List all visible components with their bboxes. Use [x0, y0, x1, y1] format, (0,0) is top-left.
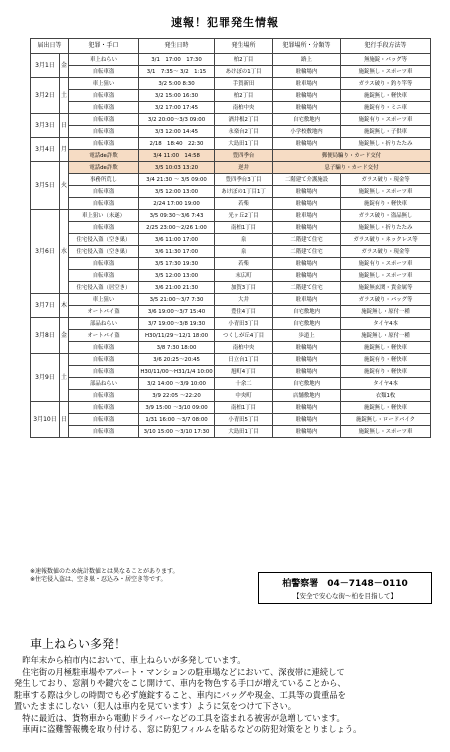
place-category: 自宅敷地内 [273, 318, 341, 330]
article-line: 住宅街の月極駐車場やアパート・マンションの駐車場などにおいて、深夜帯に連続して [14, 666, 345, 677]
table-row [31, 162, 431, 174]
place-category: 小学校敷地内 [273, 126, 341, 138]
location: 大島田1丁目 [215, 138, 273, 150]
report-weekday: 日 [60, 114, 69, 138]
table-row [31, 342, 431, 354]
location: 小青田3丁目 [215, 318, 273, 330]
report-date: 3月3日 [31, 114, 60, 138]
crime-type: 自転車盗 [69, 390, 139, 402]
police-contact: 柏警察署 04－7148－0110 [282, 579, 408, 589]
method: ガラス破り・現金等 [341, 174, 431, 186]
crime-type: 自転車盗 [69, 402, 139, 414]
occurrence-time: 3/4 11:00 14:58 [139, 150, 215, 162]
location: 中央町 [215, 390, 273, 402]
location: 豊住4丁目 [215, 306, 273, 318]
method: 施錠有り・スポーツ車 [341, 258, 431, 270]
method: 施錠無し・折りたたみ [341, 138, 431, 150]
table-row [31, 174, 431, 186]
place-category: 駐車場内 [273, 78, 341, 90]
table-row [31, 330, 431, 342]
table-row [31, 234, 431, 246]
report-weekday: 火 [60, 162, 69, 210]
occurrence-time: 3/10 15:00 ～3/10 17:30 [139, 426, 215, 438]
place-category: 自宅敷地内 [273, 378, 341, 390]
occurrence-time: 3/6 11:00 17:00 [139, 234, 215, 246]
occurrence-time: 3/9 15:00 ～3/10 09:00 [139, 402, 215, 414]
location: 豊四季台 [215, 150, 273, 162]
article-line: 駐車する際は少しの時間でも必ず施錠すること、車内にバッグや現金、工具等の貴重品を [14, 689, 346, 700]
crime-type: 住宅侵入盗（居空き） [69, 282, 139, 294]
occurrence-time: 3/6 20:25～20:45 [139, 354, 215, 366]
table-row [31, 258, 431, 270]
place-category: 郵便局騙り・カード交付 [273, 150, 431, 162]
article-line: 車両に盗難警報機を取り付ける、窓に防犯フィルムを貼るなどの防犯対策をとりましょう。 [14, 724, 362, 734]
place-category: 駐輪場内 [273, 138, 341, 150]
report-date: 3月10日 [31, 402, 60, 438]
report-weekday: 土 [60, 78, 69, 114]
place-category: 駐輪場内 [273, 270, 341, 282]
crime-type: 車上ねらい [69, 54, 139, 66]
crime-type: 自転車盗 [69, 258, 139, 270]
method: 施錠無し・軽快車 [341, 90, 431, 102]
table-header: 犯罪・手口 [69, 39, 139, 54]
crime-type: 自転車盗 [69, 138, 139, 150]
article-title: 車上ねらい多発！ [30, 637, 127, 651]
article-line: 発生しており、窓割りや鍵穴をこじ開けて、車内を物色する手口が増えていることから、 [14, 678, 346, 688]
location: 手賀新田 [215, 78, 273, 90]
place-category: 二階建て住宅 [273, 234, 341, 246]
place-category: 駐輪場内 [273, 402, 341, 414]
place-category: 駐輪場内 [273, 354, 341, 366]
place-category: 駐輪場内 [273, 186, 341, 198]
occurrence-time: 3/5 12:00 13:00 [139, 270, 215, 282]
method: 施錠有り・軽快車 [341, 366, 431, 378]
place-category: 路上 [273, 54, 341, 66]
method: タイヤ4本 [341, 378, 431, 390]
place-category: 自宅敷地内 [273, 306, 341, 318]
occurrence-time: 3/5 17:30 19:30 [139, 258, 215, 270]
location: 柏2丁目 [215, 54, 273, 66]
occurrence-time: 3/4 21:30 ～ 3/5 09:00 [139, 174, 215, 186]
occurrence-time: 3/6 11:30 17:00 [139, 246, 215, 258]
method: 施錠無し・原付一種 [341, 306, 431, 318]
place-category: 駐輪場内 [273, 426, 341, 438]
report-date: 3月8日 [31, 318, 60, 354]
crime-type: 車上狙い（未遂） [69, 210, 139, 222]
report-date: 3月1日 [31, 54, 60, 78]
method: ガラス破り・ネックレス等 [341, 234, 431, 246]
table-header: 犯罪場所・分類等 [273, 39, 341, 54]
location: 光ヶ丘2丁目 [215, 210, 273, 222]
report-weekday: 木 [60, 294, 69, 318]
table-row [31, 198, 431, 210]
occurrence-time: 3/3 12:00 14:45 [139, 126, 215, 138]
method: タイヤ4本 [341, 318, 431, 330]
article-line: 置いたままにしない（犯人は車内を見ています）ように気をつけて下さい。 [14, 701, 297, 711]
table-row [31, 54, 431, 66]
table-row [31, 414, 431, 426]
report-date: 3月4日 [31, 138, 60, 162]
place-category: 駐輪場内 [273, 198, 341, 210]
method: 施錠無し・原付一種 [341, 330, 431, 342]
footnote: ※住宅侵入盗は、空き巣・忍込み・居空き等です。 [30, 576, 167, 583]
place-category: 二階建て住宅 [273, 246, 341, 258]
location: 南柏1丁目 [215, 402, 273, 414]
crime-type: 部品ねらい [69, 318, 139, 330]
table-row [31, 426, 431, 438]
occurrence-time: 3/2 5:00 8:30 [139, 78, 215, 90]
crime-type: 自転車盗 [69, 186, 139, 198]
occurrence-time: 3/2 14:00 ～3/9 10:00 [139, 378, 215, 390]
report-weekday: 水 [60, 210, 69, 294]
table-row [31, 246, 431, 258]
crime-type: 電話de詐欺 [69, 150, 139, 162]
method: ガラス破り・現金等 [341, 246, 431, 258]
table-row [31, 270, 431, 282]
crime-type: 自転車盗 [69, 114, 139, 126]
method: ガラス破り・釣り竿等 [341, 78, 431, 90]
crime-type: 自転車盗 [69, 222, 139, 234]
police-box [258, 572, 432, 604]
table-row [31, 318, 431, 330]
table-row [31, 102, 431, 114]
table-row [31, 150, 431, 162]
crime-type: 部品ねらい [69, 378, 139, 390]
place-category: 店舗敷地内 [273, 390, 341, 402]
occurrence-time: 3/5 09:30～3/6 7:43 [139, 210, 215, 222]
occurrence-time: 2/18 18:40 22:30 [139, 138, 215, 150]
report-weekday: 金 [60, 318, 69, 354]
crime-type: 自転車盗 [69, 366, 139, 378]
table-row [31, 354, 431, 366]
occurrence-time: 3/6 21:00 21:30 [139, 282, 215, 294]
location: 十余二 [215, 378, 273, 390]
method: 無施錠・バッグ等 [341, 54, 431, 66]
place-category: 駐輪場内 [273, 258, 341, 270]
police-slogan: 【安全で安心な街～柏を目指して】 [293, 592, 397, 600]
report-date: 3月5日 [31, 162, 60, 210]
location: 小青田5丁目 [215, 414, 273, 426]
place-category: 駐輪場内 [273, 222, 341, 234]
crime-type: オートバイ盗 [69, 306, 139, 318]
occurrence-time: 3/2 17:00 17:45 [139, 102, 215, 114]
method: 施錠無し・軽快車 [341, 402, 431, 414]
table-row [31, 402, 431, 414]
occurrence-time: 3/7 19:00～3/8 19:30 [139, 318, 215, 330]
location: あけぼの1丁目 [215, 66, 273, 78]
footnote: ※速報数値のため統計数値とは異なることがあります。 [30, 568, 179, 575]
method: 施錠無し・スポーツ車 [341, 270, 431, 282]
table-row [31, 222, 431, 234]
occurrence-time: 2/24 17:00 19:00 [139, 198, 215, 210]
crime-type: 電話de詐欺 [69, 162, 139, 174]
place-category: 駐輪場内 [273, 342, 341, 354]
table-header: 犯行手段方法等 [341, 39, 431, 54]
occurrence-time: 3/5 21:00～3/7 7:30 [139, 294, 215, 306]
report-weekday: 月 [60, 138, 69, 162]
crime-type: 自転車盗 [69, 102, 139, 114]
method: 施錠無し・スポーツ車 [341, 66, 431, 78]
crime-type: オートバイ盗 [69, 330, 139, 342]
method: 施錠有り・軽快車 [341, 198, 431, 210]
method: ガラス破り・盗品無し [341, 210, 431, 222]
location: 豊四季台3丁目 [215, 174, 273, 186]
crime-type: 住宅侵入盗（空き巣） [69, 246, 139, 258]
table-row [31, 390, 431, 402]
article-line: 昨年末から柏市内において、車上ねらいが多発しています。 [14, 655, 246, 665]
location: 旭町4丁目 [215, 366, 273, 378]
location: 若柴 [215, 258, 273, 270]
place-category: 駐輪場内 [273, 366, 341, 378]
location: 泉 [215, 234, 273, 246]
location: 加賀3丁目 [215, 282, 273, 294]
occurrence-time: 3/5 10:03 13:20 [139, 162, 215, 174]
table-row [31, 90, 431, 102]
occurrence-time: 3/1 7:35～ 3/2 1:15 [139, 66, 215, 78]
occurrence-time: H30/11/29～12/1 18:00 [139, 330, 215, 342]
page-title: 速報！犯罪発生情報 [171, 16, 279, 29]
place-category: 歩道上 [273, 330, 341, 342]
table-header: 発生日時 [139, 39, 215, 54]
crime-table [30, 38, 431, 438]
place-category: 駐車場内 [273, 210, 341, 222]
crime-type: 自転車盗 [69, 66, 139, 78]
report-date: 3月7日 [31, 294, 60, 318]
location: 柏2丁目 [215, 90, 273, 102]
report-weekday: 土 [60, 354, 69, 402]
crime-type: 車上狙い [69, 294, 139, 306]
report-weekday: 金 [60, 54, 69, 78]
location: つくしが丘4丁目 [215, 330, 273, 342]
article-body [14, 655, 450, 736]
table-row [31, 78, 431, 90]
footnotes [30, 568, 179, 584]
method: ガラス破り・バッグ等 [341, 294, 431, 306]
occurrence-time: 3/1 17:00 17:30 [139, 54, 215, 66]
method: 衣類1枚 [341, 390, 431, 402]
crime-type: 自転車盗 [69, 426, 139, 438]
crime-type: 自転車盗 [69, 414, 139, 426]
method: 施錠無し・折りたたみ [341, 222, 431, 234]
place-category: 駐輪場内 [273, 102, 341, 114]
method: 施錠無し・子供車 [341, 126, 431, 138]
occurrence-time: 3/9 22:05 ～22:20 [139, 390, 215, 402]
table-row [31, 306, 431, 318]
table-header: 届出日等 [31, 39, 69, 54]
crime-type: 自転車盗 [69, 126, 139, 138]
report-date: 3月9日 [31, 354, 60, 402]
report-date: 3月6日 [31, 210, 60, 294]
place-category: 駐輪場内 [273, 414, 341, 426]
location: 大島田1丁目 [215, 426, 273, 438]
method: 施錠無し・スポーツ車 [341, 186, 431, 198]
table-row [31, 378, 431, 390]
report-weekday: 日 [60, 402, 69, 438]
crime-type: 自転車盗 [69, 354, 139, 366]
method: 施錠有り・軽快車 [341, 354, 431, 366]
occurrence-time: 3/2 20:00～3/3 09:00 [139, 114, 215, 126]
crime-type: 自転車盗 [69, 270, 139, 282]
occurrence-time: 3/6 19:00～3/7 15:40 [139, 306, 215, 318]
table-row [31, 282, 431, 294]
location: 南柏中央 [215, 102, 273, 114]
location: 泉 [215, 246, 273, 258]
occurrence-time: 1/31 16:00 ～3/7 08:00 [139, 414, 215, 426]
crime-type: 事務所荒し [69, 174, 139, 186]
occurrence-time: 3/2 15:00 16:30 [139, 90, 215, 102]
place-category: 駐輪場内 [273, 66, 341, 78]
crime-type: 住宅侵入盗（空き巣） [69, 234, 139, 246]
table-row [31, 114, 431, 126]
table-row [31, 210, 431, 222]
location: 末広町 [215, 270, 273, 282]
table-row [31, 186, 431, 198]
article-line: 特に最近は、貨物車から電動ドライバーなどの工具を盗まれる被害が急増しています。 [14, 712, 345, 723]
crime-type: 自転車盗 [69, 198, 139, 210]
location: 若柴 [215, 198, 273, 210]
location: 永楽台2丁目 [215, 126, 273, 138]
table-row [31, 126, 431, 138]
table-header: 発生場所 [215, 39, 273, 54]
place-category: 二階建て介護施設 [273, 174, 341, 186]
table-row [31, 66, 431, 78]
table-row [31, 366, 431, 378]
location: 大井 [215, 294, 273, 306]
place-category: 息子騙り・カード交付 [273, 162, 431, 174]
method: 施錠有り・スポーツ車 [341, 114, 431, 126]
location: 酒井根2丁目 [215, 114, 273, 126]
location: 南柏1丁目 [215, 222, 273, 234]
occurrence-time: 3/5 12:00 13:00 [139, 186, 215, 198]
occurrence-time: H30/11/00～H31/1/4 10:00 [139, 366, 215, 378]
table-row [31, 138, 431, 150]
place-category: 駐輪場内 [273, 90, 341, 102]
location: あけぼの1丁目1丁 [215, 186, 273, 198]
occurrence-time: 3/8 7:30 18:00 [139, 342, 215, 354]
method: 施錠無玄関・貴金属等 [341, 282, 431, 294]
method: 施錠無し・スポーツ車 [341, 426, 431, 438]
crime-type: 車上狙い [69, 78, 139, 90]
table-row [31, 294, 431, 306]
place-category: 二階建て住宅 [273, 282, 341, 294]
method: 施錠無し・ロードバイク [341, 414, 431, 426]
place-category: 駐車場内 [273, 294, 341, 306]
report-date: 3月2日 [31, 78, 60, 114]
place-category: 自宅敷地内 [273, 114, 341, 126]
crime-type: 自転車盗 [69, 342, 139, 354]
crime-type: 自転車盗 [69, 90, 139, 102]
location: 南柏中央 [215, 342, 273, 354]
location: 日立台1丁目 [215, 354, 273, 366]
method: 施錠有り・ミニ車 [341, 102, 431, 114]
location: 逆井 [215, 162, 273, 174]
occurrence-time: 2/25 23:00～2/26 1:00 [139, 222, 215, 234]
method: 施錠無し・軽快車 [341, 342, 431, 354]
